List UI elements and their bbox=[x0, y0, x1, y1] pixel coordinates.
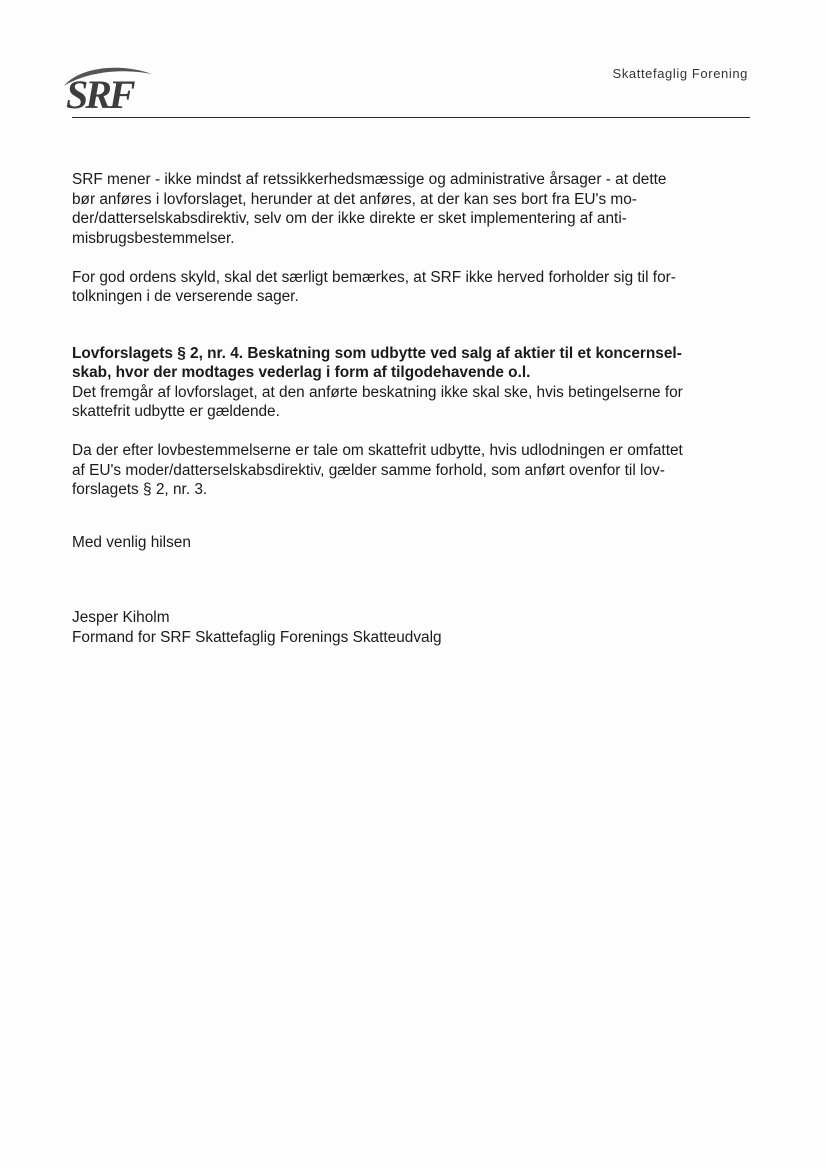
text-line: Det fremgår af lovforslaget, at den anførte beskatning ikke skal ske, hvis betingelserne for bbox=[72, 383, 683, 401]
letter-body bbox=[72, 170, 752, 647]
heading-line: Lovforslagets § 2, nr. 4. Beskatning som udbytte ved salg af aktier til et koncernsel- bbox=[72, 344, 682, 362]
header-divider bbox=[72, 117, 750, 118]
logo-lettering: SRF bbox=[66, 72, 133, 117]
srf-logo bbox=[60, 60, 160, 118]
text-line: misbrugsbestemmelser. bbox=[72, 229, 235, 247]
closing-salutation: Med venlig hilsen bbox=[72, 533, 191, 551]
signature-title: Formand for SRF Skattefaglig Forenings Skatteudvalg bbox=[72, 628, 442, 646]
text-line: skattefrit udbytte er gældende. bbox=[72, 403, 280, 420]
text-line: For god ordens skyld, skal det særligt bemærkes, at SRF ikke herved forholder sig til for- bbox=[72, 268, 676, 286]
text-line: bør anføres i lovforslaget, herunder at det anføres, at der kan ses bort fra EU's mo- bbox=[72, 190, 637, 208]
heading-line: skab, hvor der modtages vederlag i form af tilgodehavende o.l. bbox=[72, 364, 531, 381]
paragraph-1 bbox=[72, 170, 752, 248]
text-line: SRF mener - ikke mindst af retssikkerhedsmæssige og administrative årsager - at dette bbox=[72, 171, 667, 188]
signature-name: Jesper Kiholm bbox=[72, 609, 170, 626]
signature-block bbox=[72, 608, 752, 647]
text-line: tolkningen i de verserende sager. bbox=[72, 288, 299, 305]
text-line: forslagets § 2, nr. 3. bbox=[72, 481, 208, 498]
section-heading bbox=[72, 344, 752, 383]
organization-name: Skattefaglig Forening bbox=[612, 66, 748, 81]
text-line: Da der efter lovbestemmelserne er tale om skattefrit udbytte, hvis udlodningen er omfattet bbox=[72, 442, 683, 459]
text-line: af EU's moder/datterselskabsdirektiv, gælder samme forhold, som anført ovenfor til lov- bbox=[72, 461, 665, 479]
text-line: der/datterselskabsdirektiv, selv om der ikke direkte er sket implementering af anti- bbox=[72, 210, 627, 227]
paragraph-2 bbox=[72, 268, 752, 307]
paragraph-4 bbox=[72, 441, 752, 500]
paragraph-3 bbox=[72, 383, 752, 422]
